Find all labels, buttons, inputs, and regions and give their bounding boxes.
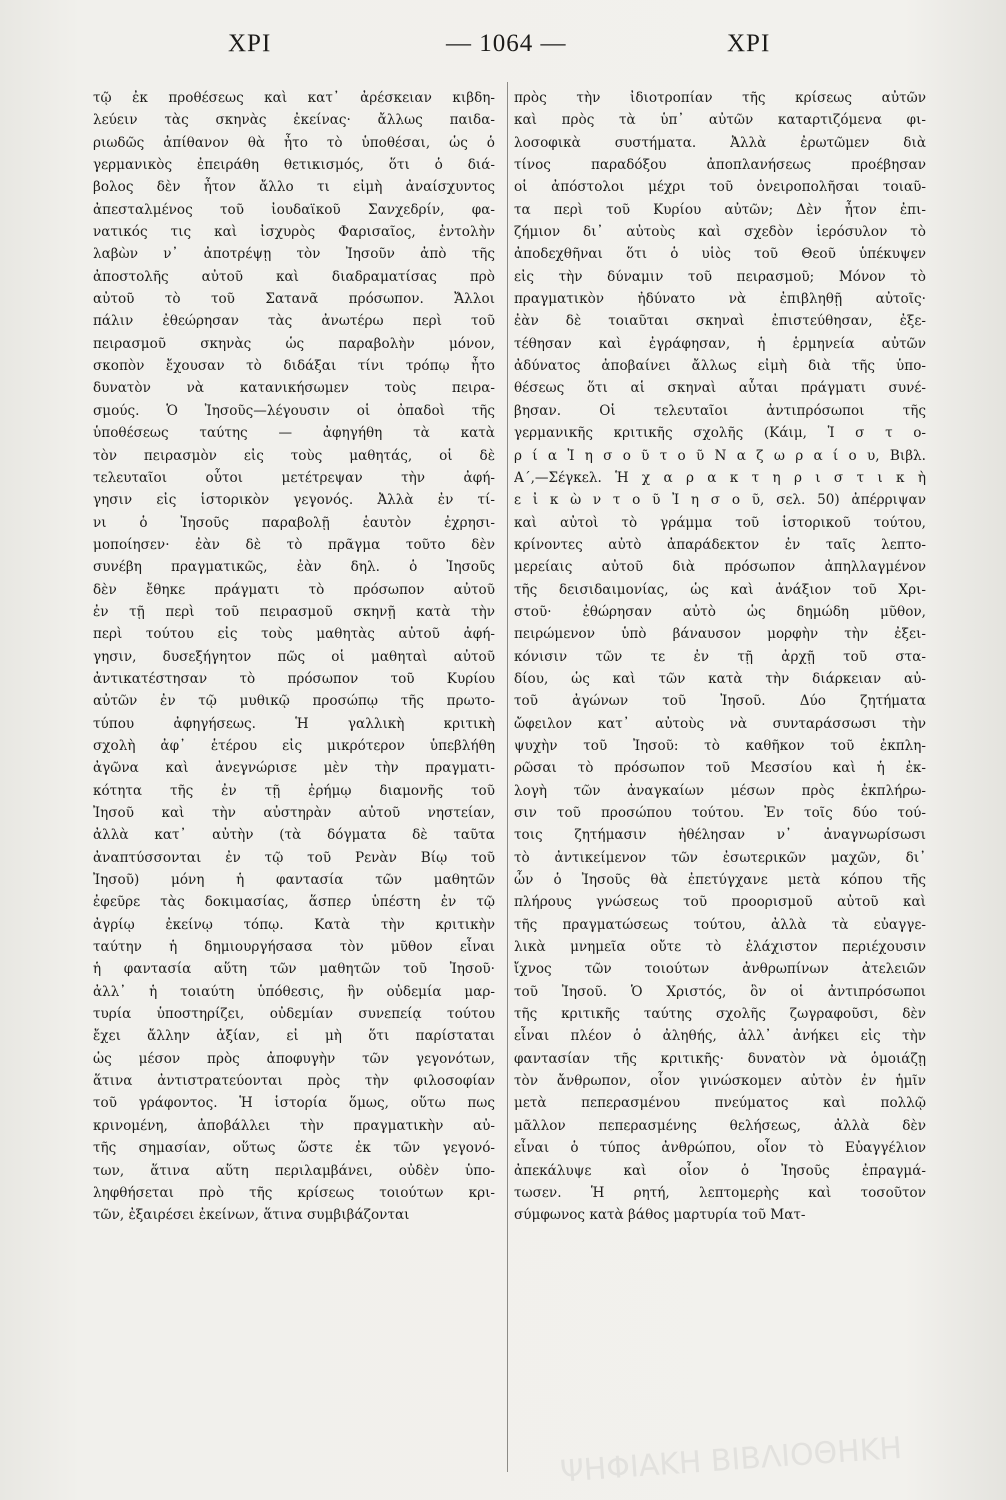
text-line: τέθησαν καὶ ἐγράφησαν, ἡ ἑρμηνεία αὐτῶν	[514, 335, 926, 352]
text-line: τύπου ἀφηγήσεως. Ἡ γαλλικὴ κριτικὴ	[93, 715, 495, 732]
text-line: θέσεως ὅτι αἱ σκηναὶ αὗται πράγματι συνέ-	[514, 380, 926, 397]
text-line: ἀγῶνα καὶ ἀνεγνώρισε μὲν τὴν πραγματι-	[93, 760, 495, 777]
text-line: τοῦ γράφοντος. Ἡ ἱστορία ὅμως, οὕτω πως	[93, 1095, 495, 1112]
text-line: ἐὰν δὲ τοιαῦται σκηναὶ ἐπιστεύθησαν, ἐξε-	[514, 313, 926, 330]
text-line: ὤφειλον κατ᾽ αὐτοὺς νὰ συνταράσσωσι τὴν	[514, 715, 926, 732]
text-line: ὑποθέσεως ταύτης — ἀφηγήθη τὰ κατὰ	[93, 425, 495, 442]
text-line: ἀναπτύσσονται ἐν τῷ τοῦ Ρενὰν Βίῳ τοῦ	[93, 849, 495, 866]
text-line: λεύειν τὰς σκηνὰς ἐκείνας· ἄλλως παιδα-	[93, 112, 495, 129]
text-line: τῆς κριτικῆς ταύτης σχολῆς ζωγραφοῦσι, δὲν	[514, 1006, 926, 1023]
text-line: καὶ αὐτοὶ τὸ γράμμα τοῦ ἱστορικοῦ τούτου,	[514, 514, 926, 531]
text-line: πειρασμοῦ σκηνὰς ὡς παραβολὴν μόνον,	[93, 335, 495, 352]
text-line: πρὸς τὴν ἰδιοτροπίαν τῆς κρίσεως αὐτῶν	[514, 90, 926, 106]
text-line: ψυχὴν τοῦ Ἰησοῦ: τὸ καθῆκον τοῦ ἐκπλη-	[514, 737, 926, 754]
header-right-keyword: ΧΡΙ	[727, 30, 771, 57]
text-line: πάλιν ἐθεώρησαν τὰς ἀνωτέρω περὶ τοῦ	[93, 313, 495, 330]
text-line: ἀποστολῆς αὐτοῦ καὶ διαδραματίσας πρὸ	[93, 268, 495, 285]
text-line: μᾶλλον πεπερασμένης θελήσεως, ἀλλὰ δὲν	[514, 1117, 926, 1134]
text-line: εἶναι ὁ τύπος ἀνθρώπου, οἷον τὸ Εὐαγγέλιον	[514, 1140, 926, 1157]
text-line: τῆς δεισιδαιμονίας, ὡς καὶ ἀνάξιον τοῦ Χρι-	[514, 581, 926, 598]
text-line: ζήμιον δι᾽ αὐτοὺς καὶ σχεδὸν ἱερόσυλον τὸ	[514, 224, 926, 241]
right-text-column	[514, 87, 926, 1472]
text-line: στοῦ· ἐθώρησαν αὐτὸ ὡς δημώδη μῦθον,	[514, 603, 926, 620]
text-line: τοῦ Ἰησοῦ. Ὁ Χριστός, ὃν οἱ ἀντιπρόσωποι	[514, 983, 926, 1000]
text-line: ἔχει ἄλλην ἀξίαν, εἰ μὴ ὅτι παρίσταται	[93, 1028, 495, 1045]
text-line: τῆς σημασίαν, οὕτως ὥστε ἐκ τῶν γεγονό-	[93, 1140, 495, 1157]
text-line: τῆς πραγματώσεως τούτου, ἀλλὰ τὰ εὐαγγε-	[514, 916, 926, 933]
text-line: κόνισιν τῶν τε ἐν τῇ ἀρχῇ τοῦ στα-	[514, 648, 926, 665]
text-line: ἀλλ᾽ ἡ τοιαύτη ὑπόθεσις, ἣν οὐδεμία μαρ-	[93, 983, 495, 1000]
text-line: σύμφωνος κατὰ βάθος μαρτυρία τοῦ Ματ-	[514, 1207, 806, 1224]
text-line: ἐν τῇ περὶ τοῦ πειρασμοῦ σκηνῇ κατὰ τὴν	[93, 603, 495, 620]
text-line: πραγματικὸν ἠδύνατο νὰ ἐπιβληθῇ αὐτοῖς·	[514, 291, 926, 308]
text-line: βολος δὲν ἦτον ἄλλο τι εἰμὴ ἀναίσχυντος	[93, 179, 495, 196]
text-line: βησαν. Οἱ τελευταῖοι ἀντιπρόσωποι τῆς	[514, 402, 926, 419]
text-line: κρίνοντες αὐτὸ ἀπαράδεκτον ἐν ταῖς λεπτο-	[514, 536, 926, 553]
page-number: — 1064 —	[446, 30, 567, 57]
text-line: ριωδῶς ἀπίθανον θὰ ἦτο τὸ ὑποθέσαι, ὡς ὁ	[93, 134, 495, 151]
text-line: αὐτῶν ἐν τῷ μυθικῷ προσώπῳ τῆς πρωτο-	[93, 693, 495, 710]
text-line: κότητα τῆς ἐν τῇ ἐρήμῳ διαμονῆς τοῦ	[93, 782, 495, 799]
text-line: γησιν, δυσεξήγητον πῶς οἱ μαθηταὶ αὐτοῦ	[93, 648, 495, 665]
text-line: τὸν πειρασμὸν εἰς τοὺς μαθητάς, οἱ δὲ	[93, 447, 495, 464]
text-line: λοσοφικὰ συστήματα. Ἀλλὰ ἐρωτῶμεν διὰ	[514, 134, 926, 151]
header-left-keyword: ΧΡΙ	[228, 30, 272, 57]
text-line: σμούς. Ὁ Ἰησοῦς—λέγουσιν οἱ ὀπαδοὶ τῆς	[93, 402, 495, 419]
column-divider	[507, 82, 508, 1472]
library-watermark: ΨΗΦΙΑΚΗ ΒΙΒΛΙΟΘΗΚΗ	[559, 1430, 904, 1490]
text-line: ε ἰ κ ὼ ν τ ο ῦ Ἰ η σ ο ῦ, σελ. 50) ἀπέρριψαν	[514, 492, 926, 509]
text-line: Ἰησοῦ) μόνη ἡ φαντασία τῶν μαθητῶν	[93, 872, 495, 889]
text-line: μοποίησεν· ἐὰν δὲ τὸ πρᾶγμα τοῦτο δὲν	[93, 536, 495, 553]
text-line: ρ ί α Ἰ η σ ο ῦ τ ο ῦ Ν α ζ ω ρ α ί ο υ, Βιβλ.	[514, 447, 926, 464]
text-line: τὸν ἄνθρωπον, οἷον γινώσκομεν αὐτὸν ἐν ἡμῖν	[514, 1073, 926, 1090]
text-line: τῶν, ἐξαιρέσει ἐκείνων, ἅτινα συμβιβάζονται	[93, 1207, 410, 1224]
text-line: λικὰ μνημεῖα οὔτε τὸ ἐλάχιστον περιέχουσιν	[514, 939, 926, 956]
text-line: ἀγρίῳ ἐκείνῳ τόπῳ. Κατὰ τὴν κριτικὴν	[93, 916, 495, 933]
text-line: καὶ πρὸς τὰ ὑπ᾽ αὐτῶν καταρτιζόμενα φι-	[514, 112, 926, 129]
text-line: Α΄,—Σέγκελ. Ἡ χ α ρ α κ τ η ρ ι σ τ ι κ ὴ	[514, 469, 926, 486]
text-line: τίνος παραδόξου ἀποπλανήσεως προέβησαν	[514, 157, 926, 174]
text-line: φαντασίαν τῆς κριτικῆς· δυνατὸν νὰ ὁμοιάζῃ	[514, 1050, 926, 1067]
text-line: ὧν ὁ Ἰησοῦς θὰ ἐπετύγχανε μετὰ κόπου τῆς	[514, 872, 926, 889]
text-line: ἀπεσταλμένος τοῦ ἰουδαϊκοῦ Σανχεδρίν, φα-	[93, 201, 495, 218]
text-line: ὡς μέσον πρὸς ἀποφυγὴν τῶν γεγονότων,	[93, 1050, 495, 1067]
text-line: λογὴ τῶν ἀναγκαίων μέσων πρὸς ἐκπλήρω-	[514, 782, 926, 799]
text-line: ἀδύνατος ἀποβαίνει ἄλλως εἰμὴ διὰ τῆς ὑπο-	[514, 358, 926, 375]
text-line: νι ὁ Ἰησοῦς παραβολῇ ἑαυτὸν ἐχρησι-	[93, 514, 495, 531]
text-line: εἰς τὴν δύναμιν τοῦ πειρασμοῦ; Μόνον τὸ	[514, 268, 926, 285]
text-line: εἶναι πλέον ὁ ἀληθής, ἀλλ᾽ ἀνήκει εἰς τὴν	[514, 1028, 926, 1045]
running-header	[0, 30, 1006, 66]
text-line: νατικός τις καὶ ἰσχυρὸς Φαρισαῖος, ἐντολὴν	[93, 224, 495, 241]
text-line: γησιν εἰς ἱστορικὸν γεγονός. Ἀλλὰ ἐν τί-	[93, 492, 495, 509]
text-line: μερείαις αὐτοῦ διὰ πρόσωπον ἀπηλλαγμένον	[514, 559, 926, 576]
text-line: ρῶσαι τὸ πρόσωπον τοῦ Μεσσίου καὶ ἡ ἐκ-	[514, 760, 926, 777]
text-line: γερμανικῆς κριτικῆς σχολῆς (Κάιμ, Ἱ σ τ ο-	[514, 425, 926, 442]
text-line: τυρία ὑποστηρίζει, οὐδεμίαν συνεπείᾳ τούτου	[93, 1006, 495, 1023]
text-line: ἡ φαντασία αὕτη τῶν μαθητῶν τοῦ Ἰησοῦ·	[93, 961, 495, 978]
text-line: τοῦ ἀγώνων τοῦ Ἰησοῦ. Δύο ζητήματα	[514, 693, 926, 710]
text-line: γερμανικὸς ἐπειράθη θετικισμός, ὅτι ὁ διά-	[93, 157, 495, 174]
text-line: ἴχνος τῶν τοιούτων ἀνθρωπίνων ἀτελειῶν	[514, 961, 926, 978]
text-line: τωσεν. Ἡ ρητή, λεπτομερὴς καὶ τοσοῦτον	[514, 1184, 926, 1201]
text-line: ταύτην ἡ δημιουργήσασα τὸν μῦθον εἶναι	[93, 939, 495, 956]
text-line: οἱ ἀπόστολοι μέχρι τοῦ ὀνειροπολῆσαι τοιαῦ-	[514, 179, 926, 196]
text-line: ἀντικατέστησαν τὸ πρόσωπον τοῦ Κυρίου	[93, 670, 495, 687]
text-line: πλήρους γνώσεως τοῦ προορισμοῦ αὐτοῦ καὶ	[514, 894, 926, 911]
text-line: περὶ τούτου εἰς τοὺς μαθητὰς αὐτοῦ ἀφή-	[93, 626, 495, 643]
text-line: τελευταῖοι οὗτοι μετέτρεψαν τὴν ἀφή-	[93, 469, 495, 486]
text-line: δίου, ὡς καὶ τῶν κατὰ τὴν διάρκειαν αὐ-	[514, 670, 926, 687]
text-line: Ἰησοῦ καὶ τὴν αὐστηρὰν αὐτοῦ νηστείαν,	[93, 805, 495, 821]
text-line: σιν τοῦ προσώπου τούτου. Ἐν τοῖς δύο τού-	[514, 805, 926, 821]
text-line: τῷ ἐκ προθέσεως καὶ κατ᾽ ἀρέσκειαν κιβδη-	[93, 90, 495, 106]
text-line: τοις ζητήμασιν ἠθέλησαν ν᾽ ἀναγνωρίσωσι	[514, 827, 926, 844]
text-line: σκοπὸν ἔχουσαν τὸ διδάξαι τίνι τρόπῳ ἦτο	[93, 358, 495, 375]
text-line: ληφθήσεται πρὸ τῆς κρίσεως τοιούτων κρι-	[93, 1184, 495, 1201]
text-line: τὸ ἀντικείμενον τῶν ἐσωτερικῶν μαχῶν, δι᾽	[514, 849, 926, 866]
text-line: των, ἅτινα αὕτη περιλαμβάνει, οὐδὲν ὑπο-	[93, 1162, 495, 1179]
text-line: ἀλλὰ κατ᾽ αὐτὴν (τὰ δόγματα δὲ ταῦτα	[93, 827, 495, 844]
left-text-column	[93, 87, 495, 1472]
text-line: μετὰ πεπερασμένου πνεύματος καὶ πολλῷ	[514, 1095, 926, 1112]
text-line: λαβὼν ν᾽ ἀποτρέψῃ τὸν Ἰησοῦν ἀπὸ τῆς	[93, 246, 495, 263]
text-line: ἀποδεχθῆναι ὅτι ὁ υἱὸς τοῦ Θεοῦ ὑπέκυψεν	[514, 246, 926, 263]
text-line: ἐφεῦρε τὰς δοκιμασίας, ἅσπερ ὑπέστη ἐν τῷ	[93, 894, 495, 911]
text-line: αὐτοῦ τὸ τοῦ Σατανᾶ πρόσωπον. Ἄλλοι	[93, 291, 495, 308]
text-line: συνέβη πραγματικῶς, ἐὰν δηλ. ὁ Ἰησοῦς	[93, 559, 495, 576]
text-line: πειρώμενον ὑπὸ βάναυσον μορφὴν τὴν ἐξει-	[514, 626, 926, 643]
text-line: ἀπεκάλυψε καὶ οἷον ὁ Ἰησοῦς ἐπραγμά-	[514, 1162, 926, 1179]
text-line: δὲν ἔθηκε πράγματι τὸ πρόσωπον αὐτοῦ	[93, 581, 495, 598]
text-line: δυνατὸν νὰ κατανικήσωμεν τοὺς πειρα-	[93, 380, 495, 397]
text-line: ἅτινα ἀντιστρατεύονται πρὸς τὴν φιλοσοφίαν	[93, 1073, 495, 1090]
text-line: κρινομένη, ἀποβάλλει τὴν πραγματικὴν αὐ-	[93, 1117, 495, 1134]
text-line: σχολὴ ἀφ᾽ ἑτέρου εἰς μικρότερον ὑπεβλήθη	[93, 737, 495, 754]
text-line: τα περὶ τοῦ Κυρίου αὐτῶν; Δὲν ἦτον ἐπι-	[514, 201, 926, 218]
